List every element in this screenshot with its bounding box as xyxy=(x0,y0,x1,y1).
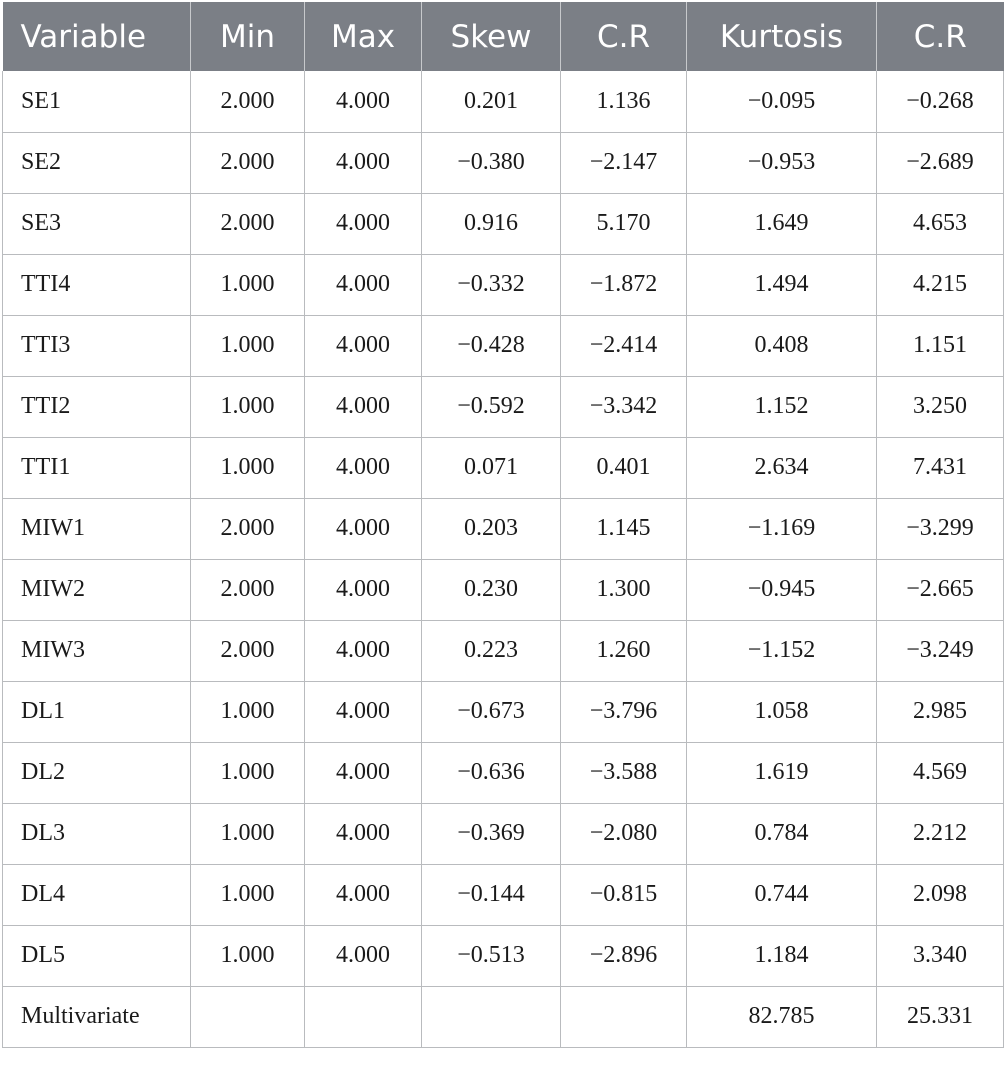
cell-min: 1.000 xyxy=(191,681,305,742)
cell-variable: DL5 xyxy=(3,925,191,986)
cell-skew: 0.223 xyxy=(422,620,561,681)
cell-kurtosis: −1.152 xyxy=(687,620,877,681)
cell-max: 4.000 xyxy=(305,498,422,559)
cell-min: 1.000 xyxy=(191,742,305,803)
cell-kurtosis-cr: 2.985 xyxy=(877,681,1004,742)
cell-min: 1.000 xyxy=(191,925,305,986)
cell-skew: −0.332 xyxy=(422,254,561,315)
cell-min: 1.000 xyxy=(191,864,305,925)
cell-kurtosis-cr: −3.299 xyxy=(877,498,1004,559)
cell-max: 4.000 xyxy=(305,437,422,498)
cell-max: 4.000 xyxy=(305,132,422,193)
table-header-row xyxy=(3,2,1004,71)
table-row xyxy=(3,925,1004,986)
table-row xyxy=(3,986,1004,1047)
cell-kurtosis-cr: 1.151 xyxy=(877,315,1004,376)
cell-skew: −0.513 xyxy=(422,925,561,986)
cell-variable: SE2 xyxy=(3,132,191,193)
cell-kurtosis: 1.058 xyxy=(687,681,877,742)
cell-max: 4.000 xyxy=(305,193,422,254)
cell-kurtosis-cr: −3.249 xyxy=(877,620,1004,681)
cell-kurtosis-cr: 4.653 xyxy=(877,193,1004,254)
cell-skew-cr: 1.300 xyxy=(561,559,687,620)
cell-variable: MIW3 xyxy=(3,620,191,681)
cell-kurtosis: 0.744 xyxy=(687,864,877,925)
cell-max: 4.000 xyxy=(305,864,422,925)
cell-min: 2.000 xyxy=(191,71,305,132)
cell-kurtosis: 1.152 xyxy=(687,376,877,437)
cell-variable: TTI1 xyxy=(3,437,191,498)
cell-min: 2.000 xyxy=(191,193,305,254)
cell-kurtosis-cr: 2.098 xyxy=(877,864,1004,925)
cell-skew: 0.201 xyxy=(422,71,561,132)
cell-max xyxy=(305,986,422,1047)
cell-skew: 0.916 xyxy=(422,193,561,254)
cell-variable: MIW1 xyxy=(3,498,191,559)
table-row xyxy=(3,559,1004,620)
cell-variable: DL2 xyxy=(3,742,191,803)
cell-skew: −0.380 xyxy=(422,132,561,193)
cell-skew: −0.369 xyxy=(422,803,561,864)
cell-kurtosis: −1.169 xyxy=(687,498,877,559)
cell-kurtosis: 1.494 xyxy=(687,254,877,315)
header-max: Max xyxy=(305,2,422,71)
cell-min: 2.000 xyxy=(191,498,305,559)
cell-variable: Multivariate xyxy=(3,986,191,1047)
table-row xyxy=(3,193,1004,254)
cell-min: 2.000 xyxy=(191,132,305,193)
cell-kurtosis-cr: −2.689 xyxy=(877,132,1004,193)
table-row xyxy=(3,803,1004,864)
cell-max: 4.000 xyxy=(305,681,422,742)
cell-skew: −0.144 xyxy=(422,864,561,925)
cell-skew xyxy=(422,986,561,1047)
cell-kurtosis-cr: 7.431 xyxy=(877,437,1004,498)
cell-skew-cr: −2.896 xyxy=(561,925,687,986)
cell-kurtosis-cr: 3.340 xyxy=(877,925,1004,986)
cell-variable: DL3 xyxy=(3,803,191,864)
cell-min: 1.000 xyxy=(191,437,305,498)
cell-kurtosis: −0.945 xyxy=(687,559,877,620)
cell-skew: 0.203 xyxy=(422,498,561,559)
table-row xyxy=(3,71,1004,132)
cell-max: 4.000 xyxy=(305,620,422,681)
table-row xyxy=(3,498,1004,559)
cell-kurtosis-cr: −2.665 xyxy=(877,559,1004,620)
cell-skew-cr: −1.872 xyxy=(561,254,687,315)
table-row xyxy=(3,315,1004,376)
cell-kurtosis: 1.619 xyxy=(687,742,877,803)
table-row xyxy=(3,376,1004,437)
cell-max: 4.000 xyxy=(305,803,422,864)
cell-skew-cr xyxy=(561,986,687,1047)
header-kurtosis: Kurtosis xyxy=(687,2,877,71)
cell-kurtosis: 82.785 xyxy=(687,986,877,1047)
table-row xyxy=(3,132,1004,193)
cell-skew-cr: −2.414 xyxy=(561,315,687,376)
cell-skew: −0.428 xyxy=(422,315,561,376)
cell-skew: 0.071 xyxy=(422,437,561,498)
cell-kurtosis: −0.095 xyxy=(687,71,877,132)
cell-kurtosis: 0.784 xyxy=(687,803,877,864)
cell-skew-cr: −2.080 xyxy=(561,803,687,864)
cell-skew: −0.592 xyxy=(422,376,561,437)
cell-max: 4.000 xyxy=(305,315,422,376)
table-row xyxy=(3,437,1004,498)
cell-variable: SE3 xyxy=(3,193,191,254)
cell-min: 1.000 xyxy=(191,376,305,437)
cell-kurtosis: 1.649 xyxy=(687,193,877,254)
table-body xyxy=(3,71,1004,1047)
cell-kurtosis-cr: 4.569 xyxy=(877,742,1004,803)
table-row xyxy=(3,681,1004,742)
table-row xyxy=(3,620,1004,681)
cell-variable: TTI2 xyxy=(3,376,191,437)
cell-max: 4.000 xyxy=(305,376,422,437)
cell-skew-cr: −3.796 xyxy=(561,681,687,742)
cell-variable: DL1 xyxy=(3,681,191,742)
cell-skew: 0.230 xyxy=(422,559,561,620)
cell-skew: −0.673 xyxy=(422,681,561,742)
cell-skew-cr: −3.342 xyxy=(561,376,687,437)
cell-min: 1.000 xyxy=(191,315,305,376)
header-skew-cr: C.R xyxy=(561,2,687,71)
cell-skew-cr: −2.147 xyxy=(561,132,687,193)
cell-min xyxy=(191,986,305,1047)
cell-kurtosis-cr: 25.331 xyxy=(877,986,1004,1047)
cell-skew-cr: 5.170 xyxy=(561,193,687,254)
cell-variable: TTI3 xyxy=(3,315,191,376)
cell-skew-cr: 1.260 xyxy=(561,620,687,681)
table-row xyxy=(3,864,1004,925)
header-min: Min xyxy=(191,2,305,71)
cell-skew-cr: −3.588 xyxy=(561,742,687,803)
cell-max: 4.000 xyxy=(305,559,422,620)
cell-kurtosis-cr: −0.268 xyxy=(877,71,1004,132)
cell-variable: DL4 xyxy=(3,864,191,925)
cell-min: 2.000 xyxy=(191,559,305,620)
cell-skew-cr: 0.401 xyxy=(561,437,687,498)
cell-kurtosis: −0.953 xyxy=(687,132,877,193)
cell-variable: TTI4 xyxy=(3,254,191,315)
cell-kurtosis: 0.408 xyxy=(687,315,877,376)
cell-kurtosis-cr: 4.215 xyxy=(877,254,1004,315)
cell-max: 4.000 xyxy=(305,254,422,315)
cell-kurtosis: 2.634 xyxy=(687,437,877,498)
cell-max: 4.000 xyxy=(305,925,422,986)
cell-kurtosis-cr: 2.212 xyxy=(877,803,1004,864)
cell-skew: −0.636 xyxy=(422,742,561,803)
cell-kurtosis-cr: 3.250 xyxy=(877,376,1004,437)
cell-skew-cr: 1.136 xyxy=(561,71,687,132)
header-skew: Skew xyxy=(422,2,561,71)
cell-min: 2.000 xyxy=(191,620,305,681)
header-kurtosis-cr: C.R xyxy=(877,2,1004,71)
table-row xyxy=(3,742,1004,803)
header-variable: Variable xyxy=(3,2,191,71)
cell-skew-cr: −0.815 xyxy=(561,864,687,925)
table-row xyxy=(3,254,1004,315)
statistics-table xyxy=(2,2,1004,1048)
cell-max: 4.000 xyxy=(305,742,422,803)
cell-variable: SE1 xyxy=(3,71,191,132)
cell-variable: MIW2 xyxy=(3,559,191,620)
cell-min: 1.000 xyxy=(191,803,305,864)
cell-min: 1.000 xyxy=(191,254,305,315)
cell-skew-cr: 1.145 xyxy=(561,498,687,559)
cell-kurtosis: 1.184 xyxy=(687,925,877,986)
cell-max: 4.000 xyxy=(305,71,422,132)
